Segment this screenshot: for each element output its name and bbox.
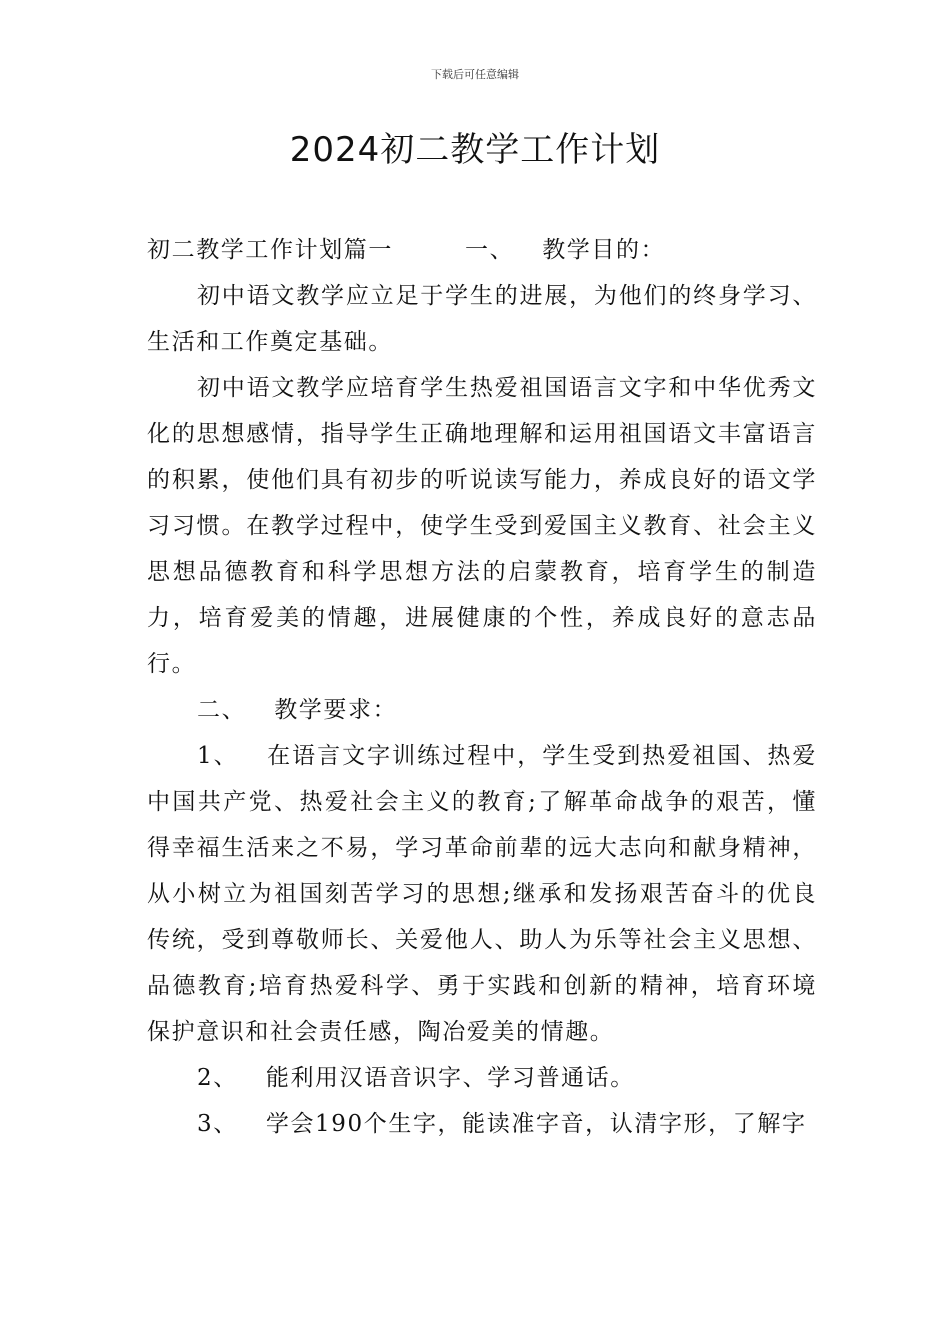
list-item-text: 能利用汉语音识字、学习普通话。: [265, 1065, 635, 1091]
section-2-title: 教学要求：: [274, 697, 398, 723]
document-title: 2024初二教学工作计划: [289, 130, 661, 170]
paragraph-1: 初中语文教学应立足于学生的进展，为他们的终身学习、生活和工作奠定基础。: [147, 283, 817, 355]
section-1-title: 教学目的：: [542, 237, 666, 263]
section-2-heading: [147, 687, 817, 733]
list-item-number: 3、: [197, 1111, 238, 1137]
section-2-number: 二、: [197, 697, 247, 723]
list-item: [147, 1101, 817, 1147]
paragraph-2: 初中语文教学应培育学生热爱祖国语言文字和中华优秀文化的思想感情，指导学生正确地理解和运用祖国语文丰富语言的积累，使他们具有初步的听说读写能力，养成良好的语文学习习惯。在教学过程中，使学生受到爱国主义教育、社会主义思想品德教育和科学思想方法的启蒙教育，培育学生的制造力，培育爱美的情趣，进展健康的个性，养成良好的意志品行。: [147, 375, 817, 677]
list-item: [147, 1055, 817, 1101]
list-item-number: 2、: [197, 1065, 238, 1091]
document-body: [147, 227, 817, 1147]
intro-label: 初二教学工作计划篇一: [147, 237, 393, 263]
header-note: 下载后可任意编辑: [431, 68, 519, 81]
list-item-text: 学会190个生字，能读准字音，认清字形，了解字: [265, 1111, 807, 1137]
section-1-number: 一、: [465, 237, 515, 263]
intro-line: [147, 227, 817, 273]
list-item: [147, 733, 817, 1055]
list-item-text: 在语言文字训练过程中，学生受到热爱祖国、热爱中国共产党、热爱社会主义的教育;了解革命战争的艰苦，懂得幸福生活来之不易，学习革命前辈的远大志向和献身精神，从小树立为祖国刻苦学习的思想;继承和发扬艰苦奋斗的优良传统，受到尊敬师长、关爱他人、助人为乐等社会主义思想、品德教育;培育热爱科学、勇于实践和创新的精神，培育环境保护意识和社会责任感，陶冶爱美的情趣。: [147, 743, 817, 1045]
list-item-number: 1、: [197, 743, 239, 769]
